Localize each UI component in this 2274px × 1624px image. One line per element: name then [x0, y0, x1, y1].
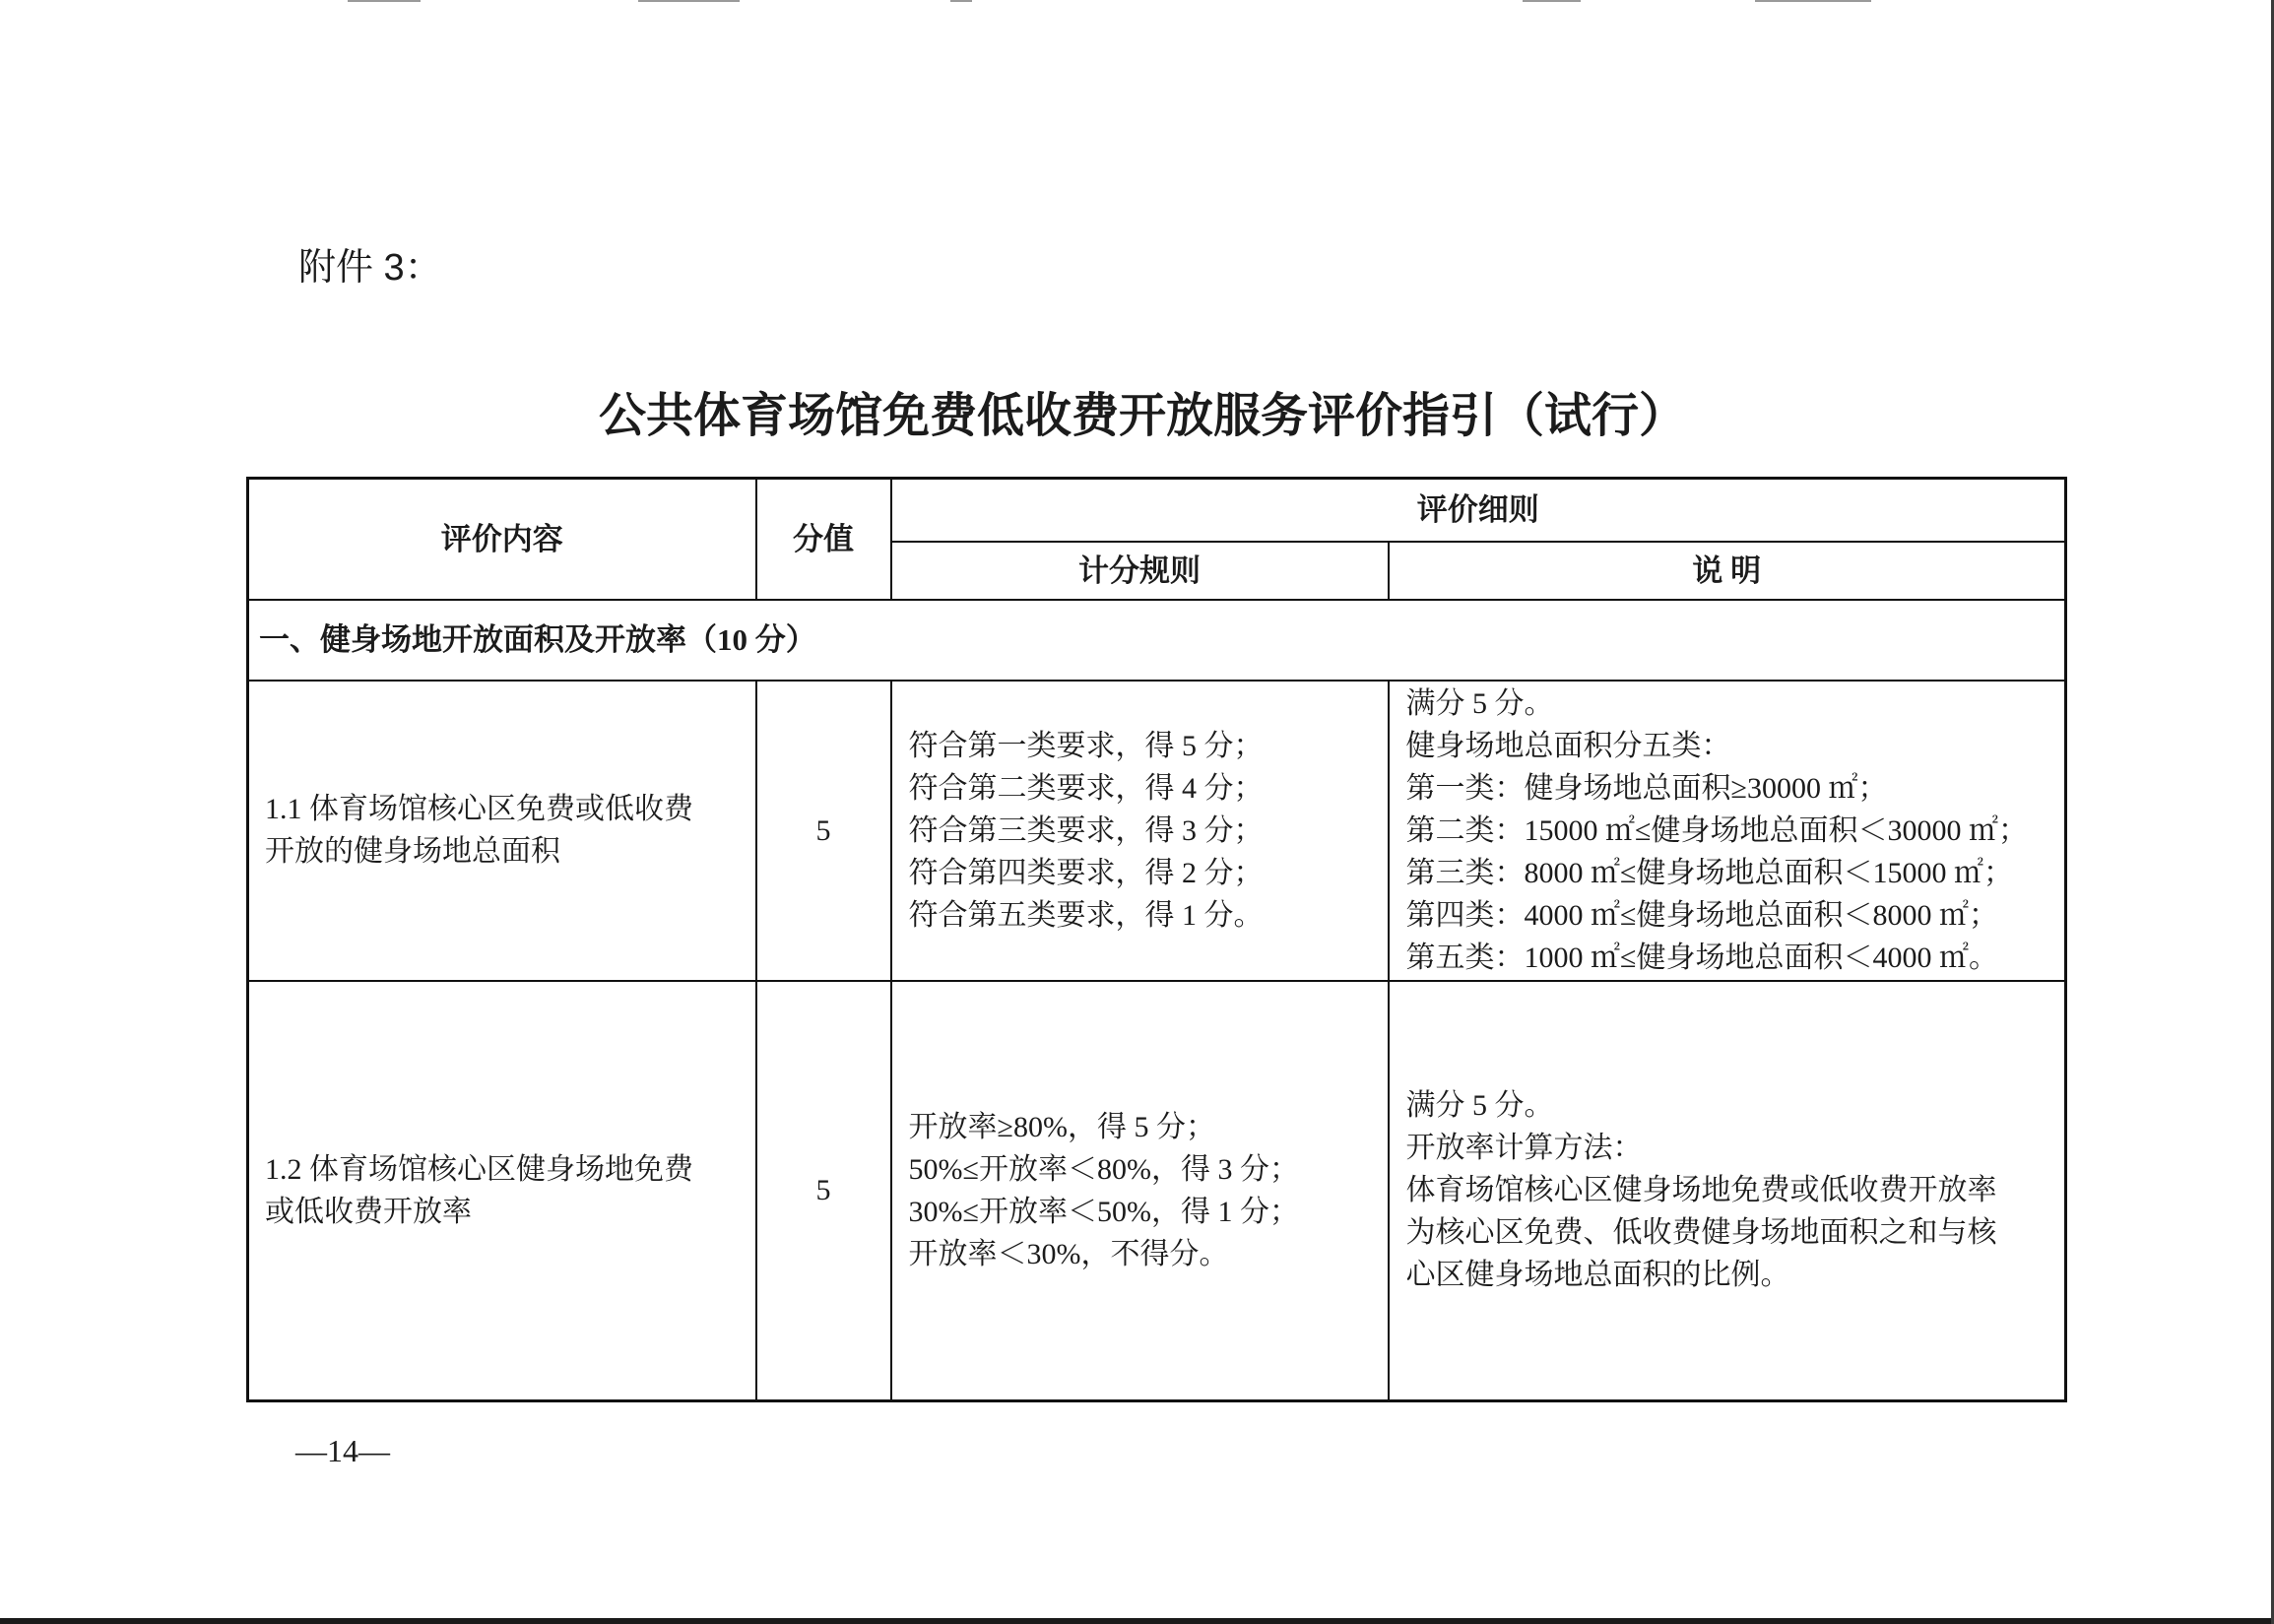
- evaluation-table: [246, 477, 2067, 1402]
- rule-line: 符合第五类要求，得 1 分。: [908, 898, 1264, 932]
- header-content: 评价内容: [248, 479, 756, 600]
- note-line: 满分 5 分。: [1405, 1089, 1554, 1123]
- rules-cell: [891, 981, 1389, 1401]
- note-line: 健身场地总面积分五类：: [1405, 729, 1731, 762]
- content-line: 1.1 体育场馆核心区免费或低收费: [265, 793, 693, 825]
- table-row: [248, 681, 2066, 981]
- scan-mark: [348, 0, 421, 2]
- scan-edge-bottom: [0, 1618, 2274, 1624]
- header-notes: 说 明: [1389, 542, 2066, 600]
- header-details: 评价细则: [891, 479, 2066, 542]
- scan-mark: [638, 0, 740, 2]
- scan-mark: [1755, 0, 1871, 2]
- rules-cell: [891, 681, 1389, 981]
- note-line: 为核心区免费、低收费健身场地面积之和与核: [1405, 1216, 1997, 1250]
- rule-line: 符合第三类要求，得 3 分；: [908, 813, 1264, 847]
- rule-line: 30%≤开放率＜50%，得 1 分；: [908, 1195, 1299, 1228]
- note-line: 第五类：1000 ㎡≤健身场地总面积＜4000 ㎡。: [1405, 941, 1998, 974]
- note-line: 第二类：15000 ㎡≤健身场地总面积＜30000 ㎡；: [1405, 813, 2028, 847]
- header-row-1: [248, 479, 2066, 542]
- scan-mark: [950, 0, 972, 2]
- rule-line: 50%≤开放率＜80%，得 3 分；: [908, 1152, 1299, 1186]
- content-cell: [248, 981, 756, 1401]
- rule-line: 开放率≥80%，得 5 分；: [908, 1110, 1215, 1143]
- rule-line: 开放率＜30%，不得分。: [908, 1237, 1229, 1270]
- scan-mark: [1523, 0, 1581, 2]
- note-line: 心区健身场地总面积的比例。: [1405, 1259, 1790, 1292]
- rule-line: 符合第四类要求，得 2 分；: [908, 856, 1264, 889]
- table-row: [248, 981, 2066, 1401]
- notes-cell: [1389, 981, 2066, 1401]
- score-cell: 5: [756, 681, 891, 981]
- rule-line: 符合第一类要求，得 5 分；: [908, 729, 1264, 762]
- content-line: 或低收费开放率: [265, 1195, 472, 1228]
- note-line: 第四类：4000 ㎡≤健身场地总面积＜8000 ㎡；: [1405, 898, 1998, 932]
- content-cell: [248, 681, 756, 981]
- page-number: —14—: [295, 1433, 390, 1468]
- note-line: 开放率计算方法：: [1405, 1132, 1643, 1165]
- section-title: 一、健身场地开放面积及开放率（10 分）: [248, 600, 2066, 681]
- section-row: [248, 600, 2066, 681]
- header-rules: 计分规则: [891, 542, 1389, 600]
- content-line: 1.2 体育场馆核心区健身场地免费: [265, 1152, 693, 1186]
- note-line: 第三类：8000 ㎡≤健身场地总面积＜15000 ㎡；: [1405, 856, 2013, 889]
- rule-line: 符合第二类要求，得 4 分；: [908, 771, 1264, 805]
- note-line: 第一类：健身场地总面积≥30000 ㎡；: [1405, 771, 1888, 805]
- note-line: 体育场馆核心区健身场地免费或低收费开放率: [1405, 1174, 1997, 1207]
- note-line: 满分 5 分。: [1405, 686, 1554, 720]
- notes-cell: [1389, 681, 2066, 981]
- attachment-label: 附件 3：: [298, 247, 442, 289]
- header-score: 分值: [756, 479, 891, 600]
- score-cell: 5: [756, 981, 891, 1401]
- content-line: 开放的健身场地总面积: [265, 835, 560, 868]
- page-title: 公共体育场馆免费低收费开放服务评价指引（试行）: [598, 390, 1686, 442]
